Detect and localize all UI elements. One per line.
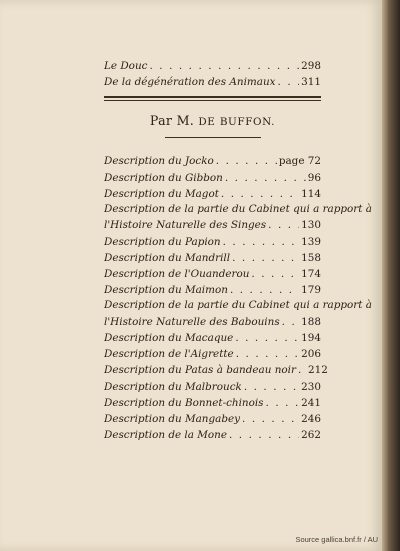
page-number: 114 xyxy=(301,187,321,200)
toc-entry xyxy=(104,186,321,202)
toc-entry xyxy=(104,266,321,282)
toc-entry xyxy=(104,217,321,233)
dot-leader xyxy=(232,250,299,266)
dot-leader xyxy=(282,314,300,330)
dot-leader xyxy=(149,58,299,74)
page-number: 130 xyxy=(301,219,321,232)
entry-title: Description du Gibbon xyxy=(104,171,223,184)
entry-title: Description du Bonnet-chinois xyxy=(104,396,264,409)
entry-title: Description du Mangabey xyxy=(104,413,241,426)
dot-leader xyxy=(278,74,300,90)
toc-entry xyxy=(104,395,321,411)
toc-entry xyxy=(104,330,321,346)
toc-entry xyxy=(104,411,321,427)
dot-leader xyxy=(216,153,277,169)
dot-leader xyxy=(251,266,299,282)
entry-title: l'Histoire Naturelle des Singes xyxy=(104,219,267,232)
dot-leader xyxy=(229,427,299,443)
dot-leader xyxy=(225,170,306,186)
heading-initial: M. xyxy=(176,113,195,129)
page-number: 262 xyxy=(301,429,321,442)
entry-title: Description du Maimon xyxy=(104,284,228,297)
dot-leader xyxy=(268,217,299,233)
dot-leader xyxy=(244,379,299,395)
entry-title: Description du Patas à bandeau noir xyxy=(104,364,296,377)
heading-author: BUFFON. xyxy=(219,116,276,129)
page-number: 158 xyxy=(301,251,321,264)
page-number: 179 xyxy=(301,284,321,297)
toc-entry xyxy=(104,427,321,443)
dot-leader xyxy=(242,411,299,427)
entry-title: Description du Mandrill xyxy=(104,251,231,264)
entry-title: l'Histoire Naturelle des Babouins xyxy=(104,315,280,328)
entry-list xyxy=(104,153,372,443)
toc-entry xyxy=(104,74,321,90)
entry-title: Description de l'Aigrette xyxy=(104,348,234,361)
page-number: 298 xyxy=(301,60,321,72)
page-number: 212 xyxy=(307,364,328,377)
dot-leader xyxy=(266,395,300,411)
entry-title: Description du Macaque xyxy=(104,332,234,345)
toc-entry xyxy=(104,234,321,250)
entry-title: Description de la Mone xyxy=(104,429,227,442)
page-number: 139 xyxy=(301,235,321,248)
dot-leader xyxy=(298,362,306,378)
entry-title: Description de l'Ouanderou xyxy=(104,268,250,281)
toc-entry xyxy=(104,379,321,395)
dot-leader xyxy=(235,330,299,346)
source-credit: Source gallica.bnf.fr / AU xyxy=(295,535,378,544)
page-number: 206 xyxy=(301,348,321,361)
page-number: 96 xyxy=(307,171,321,184)
page-number: 188 xyxy=(301,315,321,328)
rule-thin xyxy=(104,100,321,101)
toc-entry xyxy=(104,58,321,74)
heading-underline xyxy=(165,137,261,138)
dot-leader xyxy=(230,282,299,298)
entry-title-line: Description de la partie du Cabinet qui a rapport à xyxy=(104,203,372,216)
toc-entry xyxy=(104,282,321,298)
toc-entry xyxy=(104,250,321,266)
dot-leader xyxy=(236,346,299,362)
toc-entry xyxy=(104,346,321,362)
heading-prefix: Par xyxy=(149,113,173,129)
rule-thick xyxy=(104,96,321,98)
entry-title: Description du Malbrouck xyxy=(104,380,242,393)
page-edge-shadow xyxy=(382,0,400,551)
page-number: page 72 xyxy=(278,155,321,168)
entry-title: Description du Papion xyxy=(104,235,221,248)
entry-title: Description du Jocko xyxy=(104,155,214,168)
toc-entry xyxy=(104,170,321,186)
entry-title: De la dégénération des Animaux xyxy=(104,76,276,89)
page-number: 174 xyxy=(301,268,321,281)
toc-entry xyxy=(104,153,321,169)
entry-title-line: Description de la partie du Cabinet qui a rapport à xyxy=(104,299,372,312)
page-number: 311 xyxy=(301,76,321,89)
table-of-contents xyxy=(104,58,372,443)
toc-entry xyxy=(104,314,321,330)
page-number: 246 xyxy=(301,413,321,426)
dot-leader xyxy=(223,234,300,250)
page-number: 194 xyxy=(301,332,321,345)
entry-title: Description du Magot xyxy=(104,187,219,200)
heading-de: DE xyxy=(198,116,216,129)
page-number: 230 xyxy=(301,380,321,393)
dot-leader xyxy=(221,186,299,202)
entry-title: Le Douc xyxy=(104,60,148,72)
section-rule xyxy=(104,96,321,101)
section-heading xyxy=(104,113,321,128)
page-number: 241 xyxy=(301,396,321,409)
toc-entry xyxy=(104,362,328,378)
